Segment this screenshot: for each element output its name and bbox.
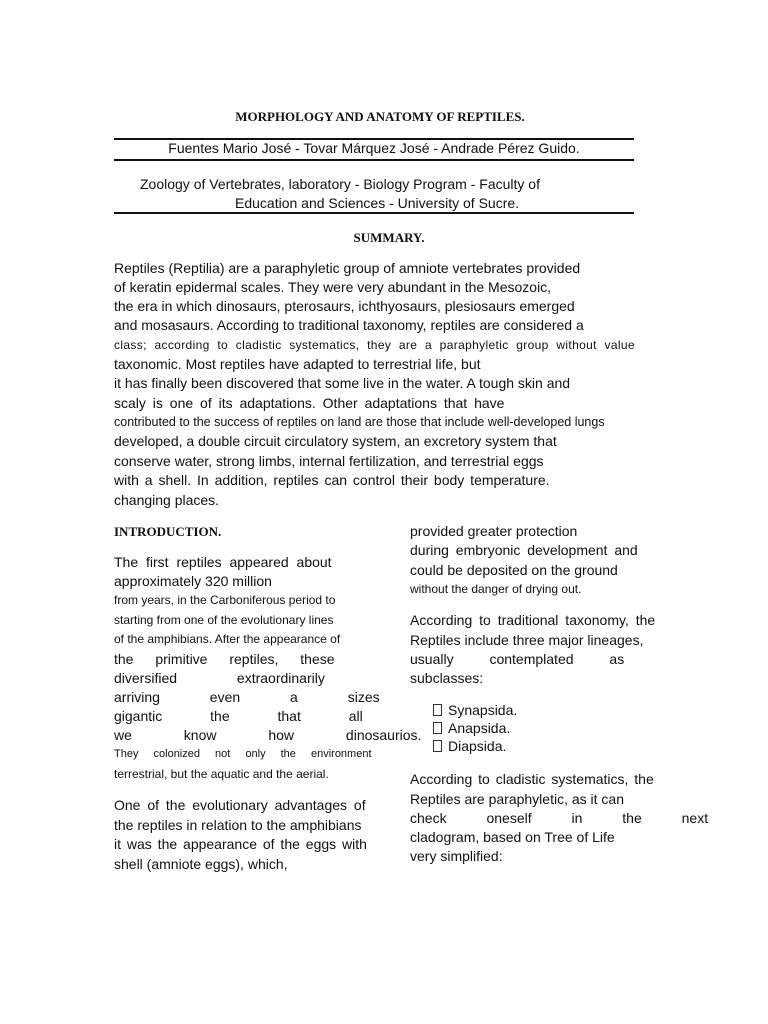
intro-line: diversified extraordinarily bbox=[114, 670, 325, 686]
intro-line: approximately 320 million bbox=[114, 573, 272, 589]
affiliation-line-1: Zoology of Vertebrates, laboratory - Biology Program - Faculty of bbox=[140, 176, 540, 192]
right-line: without the danger of drying out. bbox=[410, 582, 582, 596]
list-item bbox=[433, 719, 510, 738]
divider-authors bbox=[114, 159, 634, 161]
list-item-label: Anapsida. bbox=[448, 720, 511, 736]
summary-line: developed, a double circuit circulatory system, an excretory system that bbox=[114, 433, 557, 449]
right-line: provided greater protection bbox=[410, 523, 578, 539]
summary-line: conserve water, strong limbs, internal fertilization, and terrestrial eggs bbox=[114, 453, 544, 469]
right-line: subclasses: bbox=[410, 670, 484, 686]
intro-line: shell (amniote eggs), which, bbox=[114, 856, 288, 872]
summary-heading: SUMMARY. bbox=[353, 230, 425, 245]
right-line: Reptiles are paraphyletic, as it can bbox=[410, 791, 624, 807]
list-item bbox=[433, 701, 517, 720]
intro-line: it was the appearance of the eggs with bbox=[114, 836, 367, 852]
right-line: during embryonic development and bbox=[410, 542, 638, 558]
introduction-heading: INTRODUCTION. bbox=[114, 524, 222, 539]
right-line: could be deposited on the ground bbox=[410, 562, 618, 578]
summary-line: taxonomic. Most reptiles have adapted to terrestrial life, but bbox=[114, 356, 481, 372]
list-item-label: Synapsida. bbox=[448, 702, 518, 718]
intro-line: of the amphibians. After the appearance of bbox=[114, 632, 341, 646]
summary-line: contributed to the success of reptiles on land are those that include well-developed lungs bbox=[114, 415, 605, 429]
intro-line: They colonized not only the environment bbox=[114, 748, 372, 760]
bullet-box-icon bbox=[433, 740, 442, 752]
right-line: According to traditional taxonomy, the bbox=[410, 612, 656, 628]
summary-line: changing places. bbox=[114, 492, 220, 508]
intro-line: the primitive reptiles, these bbox=[114, 651, 335, 667]
intro-line: gigantic the that all bbox=[114, 708, 363, 724]
right-line: Reptiles include three major lineages, bbox=[410, 632, 644, 648]
summary-line: of keratin epidermal scales. They were very abundant in the Mesozoic, bbox=[114, 279, 552, 295]
list-item-label: Diapsida. bbox=[448, 738, 507, 754]
intro-line: arriving even a sizes bbox=[114, 689, 380, 705]
summary-line: Reptiles (Reptilia) are a paraphyletic group of amniote vertebrates provided bbox=[114, 260, 581, 276]
intro-line: starting from one of the evolutionary lines bbox=[114, 613, 334, 627]
right-line: very simplified: bbox=[410, 848, 503, 864]
intro-line: The first reptiles appeared about bbox=[114, 554, 332, 570]
summary-line: with a shell. In addition, reptiles can control their body temperature. bbox=[114, 472, 550, 488]
bullet-box-icon bbox=[433, 722, 442, 734]
list-item bbox=[433, 737, 506, 756]
right-line: check oneself in the next bbox=[410, 810, 709, 826]
summary-line: it has finally been discovered that some live in the water. A tough skin and bbox=[114, 375, 571, 391]
intro-line: One of the evolutionary advantages of bbox=[114, 797, 366, 813]
right-line: cladogram, based on Tree of Life bbox=[410, 829, 615, 845]
intro-line: terrestrial, but the aquatic and the aerial. bbox=[114, 767, 329, 781]
divider-affiliation bbox=[114, 212, 634, 214]
authors-line: Fuentes Mario José - Tovar Márquez José - Andrade Pérez Guido. bbox=[168, 140, 580, 156]
right-line: According to cladistic systematics, the bbox=[410, 771, 654, 787]
intro-line: we know how dinosaurios. bbox=[114, 727, 422, 743]
summary-line: the era in which dinosaurs, pterosaurs, ichthyosaurs, plesiosaurs emerged bbox=[114, 298, 575, 314]
right-line: usually contemplated as bbox=[410, 651, 625, 667]
summary-line: and mosasaurs. According to traditional taxonomy, reptiles are considered a bbox=[114, 317, 584, 333]
intro-line: from years, in the Carboniferous period to bbox=[114, 593, 336, 607]
summary-line: scaly is one of its adaptations. Other adaptations that have bbox=[114, 395, 505, 411]
document-title: MORPHOLOGY AND ANATOMY OF REPTILES. bbox=[235, 109, 525, 124]
summary-line: class; according to cladistic systematics, they are a paraphyletic group without value bbox=[114, 338, 635, 352]
affiliation-line-2: Education and Sciences - University of Sucre. bbox=[235, 195, 520, 211]
bullet-box-icon bbox=[433, 704, 442, 716]
intro-line: the reptiles in relation to the amphibians bbox=[114, 817, 362, 833]
